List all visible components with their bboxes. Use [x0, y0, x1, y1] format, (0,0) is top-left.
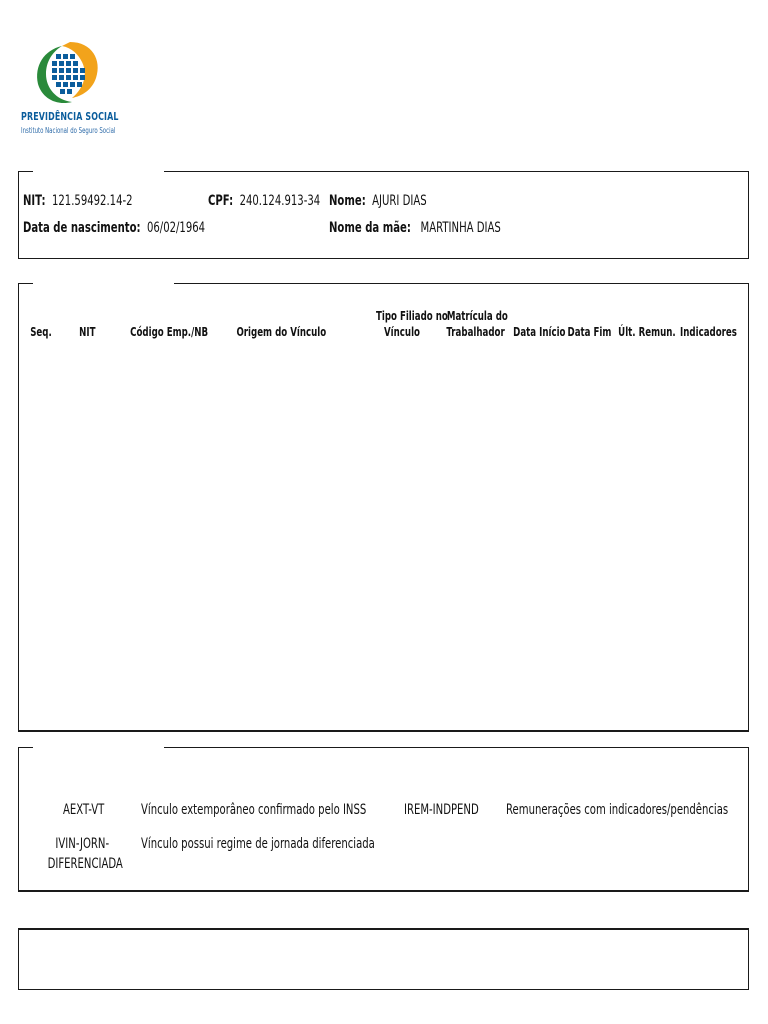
previdencia-logo [18, 38, 128, 142]
nit-label: NIT: [23, 193, 46, 209]
logo-subtitle: Instituto Nacional do Seguro Social [21, 126, 116, 135]
legenda-section [18, 747, 749, 892]
legend-code-aext-vt: AEXT-VT [63, 802, 105, 818]
nome-field [329, 192, 465, 210]
logo-title: PREVIDÊNCIA SOCIAL [21, 110, 119, 123]
col-data-fim: Data Fim [567, 325, 612, 339]
nome-value: AJURI DIAS [372, 193, 427, 209]
col-seq: Seq. [30, 325, 52, 339]
col-nit: NIT [78, 325, 96, 339]
col-origem-vinculo: Origem do Vínculo [236, 325, 327, 339]
observacoes-section [18, 928, 749, 990]
nascimento-field [23, 219, 276, 237]
col-data-inicio: Data Início [513, 325, 566, 339]
nascimento-label: Data de nascimento: [23, 220, 141, 236]
col-indicadores: Indicadores [680, 325, 737, 339]
col-codigo-emp-nb: Código Emp./NB [130, 325, 209, 339]
legend-desc-ivin-jorn: Vínculo possui regime de jornada diferenciada [141, 836, 375, 852]
nascimento-value: 06/02/1964 [146, 220, 206, 236]
section-tab-gap [33, 746, 164, 750]
col-matricula-trabalhador: Matrícula do Trabalhador [446, 309, 508, 339]
legend-code-irem-indpend: IREM-INDPEND [404, 802, 479, 818]
col-ult-remun: Últ. Remun. [618, 325, 676, 339]
section-tab-gap [33, 170, 164, 174]
section-tab-gap [33, 282, 174, 286]
mae-label: Nome da mãe: [329, 220, 411, 236]
nit-field [23, 192, 175, 210]
legend-desc-aext-vt: Vínculo extemporâneo confirmado pelo INSS [141, 802, 367, 818]
col-tipo-filiado: Tipo Filiado no Vínculo [375, 309, 448, 339]
nit-value: 121.59492.14-2 [51, 193, 133, 209]
previdencia-emblem-icon [32, 40, 104, 108]
mae-value: MARTINHA DIAS [420, 220, 501, 236]
identificacao-section [18, 171, 749, 259]
nome-label: Nome: [329, 193, 366, 209]
cpf-label: CPF: [208, 193, 234, 209]
legend-code-ivin-jorn: IVIN-JORN- DIFERENCIADA [47, 836, 123, 872]
legend-desc-irem-indpend: Remunerações com indicadores/pendências [506, 802, 729, 818]
vinculos-section [18, 283, 749, 732]
mae-field [329, 219, 568, 237]
cpf-value: 240.124.913-34 [239, 193, 321, 209]
